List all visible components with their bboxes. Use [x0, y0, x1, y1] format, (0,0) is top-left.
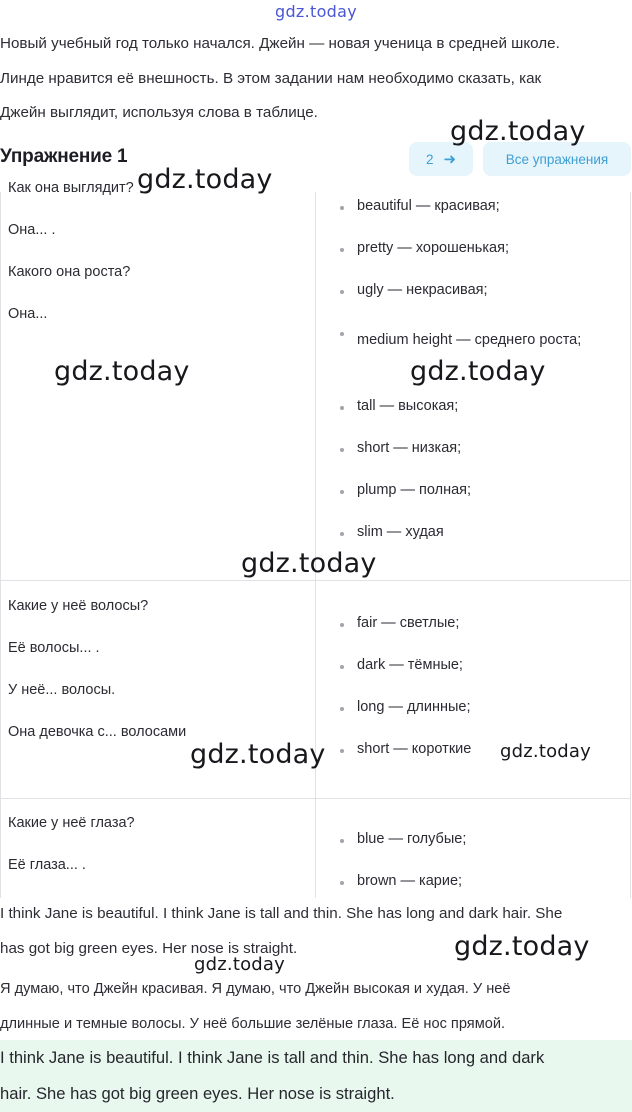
intro-line: Джейн выглядит, используя слова в таблице. [0, 104, 318, 121]
table-cell-question: Её глаза... . [8, 857, 86, 873]
vocab-item: brown — карие; [357, 873, 463, 889]
next-exercise-number: 2 [425, 151, 434, 167]
watermark: gdz.today [194, 954, 286, 975]
vocabulary-table [0, 180, 632, 898]
answer-line: I think Jane is beautiful. I think Jane is tall and thin. She has long and dark hair. She [0, 905, 563, 922]
table-cell-question: Какого она роста? [8, 264, 131, 280]
list-bullet [340, 448, 344, 452]
watermark: gdz.today [454, 931, 590, 962]
watermark: gdz.today [450, 116, 586, 147]
all-exercises-label: Все упражнения [505, 151, 609, 167]
table-cell-question: Её волосы... . [8, 640, 100, 656]
list-bullet [340, 248, 344, 252]
table-column-divider [315, 192, 316, 898]
vocab-item: ugly — некрасивая; [357, 282, 488, 298]
watermark: gdz.today [190, 739, 326, 770]
vocab-item: fair — светлые; [357, 615, 460, 631]
vocab-item: medium height — среднего роста; [357, 332, 582, 348]
vocab-item: beautiful — красивая; [357, 198, 500, 214]
list-bullet [340, 881, 344, 885]
list-bullet [340, 665, 344, 669]
table-row-divider [0, 580, 631, 581]
vocab-item: short — короткие [357, 741, 472, 757]
vocab-item: blue — голубые; [357, 831, 467, 847]
vocab-item: tall — высокая; [357, 398, 459, 414]
table-border-left [0, 192, 1, 898]
arrow-right-icon: ➜ [443, 151, 457, 168]
vocab-item: short — низкая; [357, 440, 462, 456]
vocab-item: slim — худая [357, 524, 444, 540]
table-cell-question: Какие у неё волосы? [8, 598, 149, 614]
list-bullet [340, 206, 344, 210]
table-cell-question: Она... [8, 306, 48, 322]
vocab-item: pretty — хорошенькая; [357, 240, 509, 256]
watermark: gdz.today [241, 548, 377, 579]
list-bullet [340, 490, 344, 494]
site-logo[interactable]: gdz.today [275, 2, 357, 21]
answer-russian [0, 972, 511, 1041]
watermark: gdz.today [410, 356, 546, 387]
list-bullet [340, 623, 344, 627]
watermark: gdz.today [500, 741, 592, 762]
highlight-line: I think Jane is beautiful. I think Jane is tall and thin. She has long and dark [0, 1048, 545, 1067]
table-cell-question: У неё... волосы. [8, 682, 116, 698]
table-cell-question: Она... . [8, 222, 56, 238]
answer-line: has got big green eyes. Her nose is straight. [0, 939, 298, 957]
list-bullet [340, 707, 344, 711]
list-bullet [340, 532, 344, 536]
intro-paragraph [0, 27, 560, 131]
table-cell-question: Как она выглядит? [8, 180, 134, 196]
list-bullet [340, 839, 344, 843]
vocab-item: dark — тёмные; [357, 657, 463, 673]
table-cell-question: Какие у неё глаза? [8, 815, 135, 831]
list-bullet [340, 406, 344, 410]
translation-line: Я думаю, что Джейн красивая. Я думаю, что Джейн высокая и худая. У неё [0, 981, 511, 997]
watermark: gdz.today [54, 356, 190, 387]
intro-line: Линде нравится её внешность. В этом задании нам необходимо сказать, как [0, 69, 542, 87]
all-exercises-button[interactable] [483, 142, 631, 176]
next-exercise-button[interactable] [409, 142, 473, 176]
answer-highlight [0, 1040, 544, 1112]
table-border-right [630, 192, 631, 898]
vocab-item: long — длинные; [357, 699, 471, 715]
translation-line: длинные и темные волосы. У неё большие зелёные глаза. Её нос прямой. [0, 1015, 506, 1032]
intro-line: Новый учебный год только начался. Джейн — новая ученица в средней школе. [0, 35, 560, 52]
list-bullet [340, 290, 344, 294]
highlight-line: hair. She has got big green eyes. Her nose is straight. [0, 1084, 395, 1103]
table-cell-question: Она девочка с... волосами [8, 724, 187, 740]
vocab-item: plump — полная; [357, 482, 472, 498]
list-bullet [340, 749, 344, 753]
list-bullet [340, 332, 344, 336]
watermark: gdz.today [137, 164, 273, 195]
exercise-title: Упражнение 1 [0, 146, 128, 167]
table-row-divider [0, 798, 631, 799]
